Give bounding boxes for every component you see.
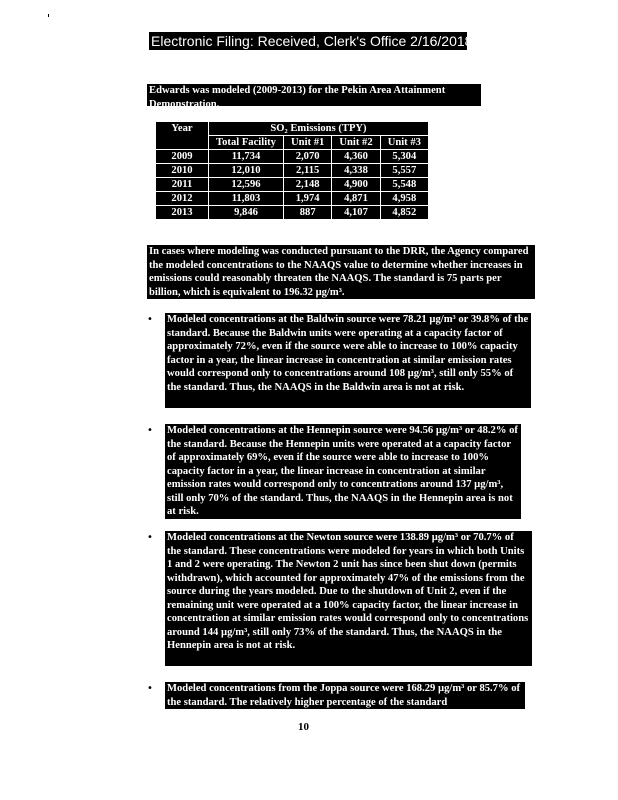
table-cell: 2011 — [156, 178, 209, 192]
bullet-icon: • — [147, 425, 153, 436]
table-cell: 2,070 — [284, 150, 332, 164]
table-cell: 5,304 — [380, 150, 428, 164]
subheader-unit1: Unit #1 — [284, 136, 332, 150]
table-row — [156, 192, 429, 206]
table-cell: 1,974 — [284, 192, 332, 206]
table-cell: 11,803 — [209, 192, 284, 206]
bullet-icon: • — [147, 683, 153, 694]
bullet-text: Modeled concentrations at the Newton source were 138.89 µg/m³ or 70.7% of the standard. These concentrations were modeled for years in which both Units 1 and 2 were operating. The Newton 2 unit has since been shut down (permits withdrawn), which accounted for approximately 47% of the emissions from the source during the years modeled. Due to the shutdown of Unit 2, even if the remaining unit were operated at a 100% capacity factor, the linear increase in concentration at similar emission rates would correspond only to concentrations around 144 µg/m³, still only 73% of the standard. Thus, the NAAQS in the Hennepin area is not at risk. — [165, 531, 532, 666]
intro-text: Edwards was modeled (2009-2013) for the Pekin Area Attainment Demonstration. — [147, 84, 481, 106]
table-cell: 2012 — [156, 192, 209, 206]
scan-speck — [48, 14, 49, 17]
table-row — [156, 206, 429, 220]
subheader-total: Total Facility — [209, 136, 284, 150]
subheader-unit2: Unit #2 — [332, 136, 380, 150]
table-cell: 5,548 — [380, 178, 428, 192]
table-row — [156, 164, 429, 178]
table-row — [156, 178, 429, 192]
page-number: 10 — [298, 721, 309, 733]
table-cell: 12,010 — [209, 164, 284, 178]
table-cell: 2,148 — [284, 178, 332, 192]
table-cell: 2,115 — [284, 164, 332, 178]
table-cell: 4,107 — [332, 206, 380, 220]
table-cell: 4,852 — [380, 206, 428, 220]
table-cell: 9,846 — [209, 206, 284, 220]
drr-paragraph: In cases where modeling was conducted pursuant to the DRR, the Agency compared the modeled concentrations to the NAAQS value to determine whether increases in emissions could reasonably threaten the NAAQS. The standard is 75 parts per billion, which is equivalent to 196.32 µg/m³. — [147, 245, 535, 299]
table-cell: 12,596 — [209, 178, 284, 192]
table-cell: 4,871 — [332, 192, 380, 206]
bullet-text: Modeled concentrations at the Hennepin source were 94.56 µg/m³ or 48.2% of the standard. Because the Hennepin units were operated at a capacity factor of approximately 69%, even if the source were able to increase to 100% capacity factor in a year, the linear increase in concentration at similar emission rates would correspond only to concentrations around 137 µg/m³, still only 70% of the standard. Thus, the NAAQS in the Hennepin area is not at risk. — [165, 424, 521, 519]
table-cell: 11,734 — [209, 150, 284, 164]
bullet-icon: • — [147, 532, 153, 543]
header-year: Year — [156, 122, 209, 150]
bullet-text: Modeled concentrations at the Baldwin source were 78.21 µg/m³ or 39.8% of the standard. Because the Baldwin units were operating at a capacity factor of approximately 72%, even if the source were able to increase to 100% capacity factor in a year, the linear increase in concentration at similar emission rates would correspond only to concentrations around 108 µg/m³, still only 55% of the standard. Thus, the NAAQS in the Baldwin area is not at risk. — [165, 313, 531, 408]
table-cell: 4,900 — [332, 178, 380, 192]
table-header-row — [156, 122, 429, 136]
subheader-unit3: Unit #3 — [380, 136, 428, 150]
table-cell: 4,338 — [332, 164, 380, 178]
filing-header: Electronic Filing: Received, Clerk's Office 2/16/2018 — [151, 33, 473, 49]
table-cell: 5,557 — [380, 164, 428, 178]
bullet-text: Modeled concentrations from the Joppa source were 168.29 µg/m³ or 85.7% of the standard. The relatively higher percentage of the standard — [165, 682, 525, 709]
table-cell: 2009 — [156, 150, 209, 164]
header-so2-emissions: SO₂ Emissions (TPY) — [209, 122, 429, 136]
table-cell: 4,360 — [332, 150, 380, 164]
table-cell: 887 — [284, 206, 332, 220]
table-cell: 2010 — [156, 164, 209, 178]
table-row — [156, 150, 429, 164]
bullet-icon: • — [147, 314, 153, 325]
emissions-table — [155, 121, 429, 220]
table-cell: 4,958 — [380, 192, 428, 206]
table-cell: 2013 — [156, 206, 209, 220]
